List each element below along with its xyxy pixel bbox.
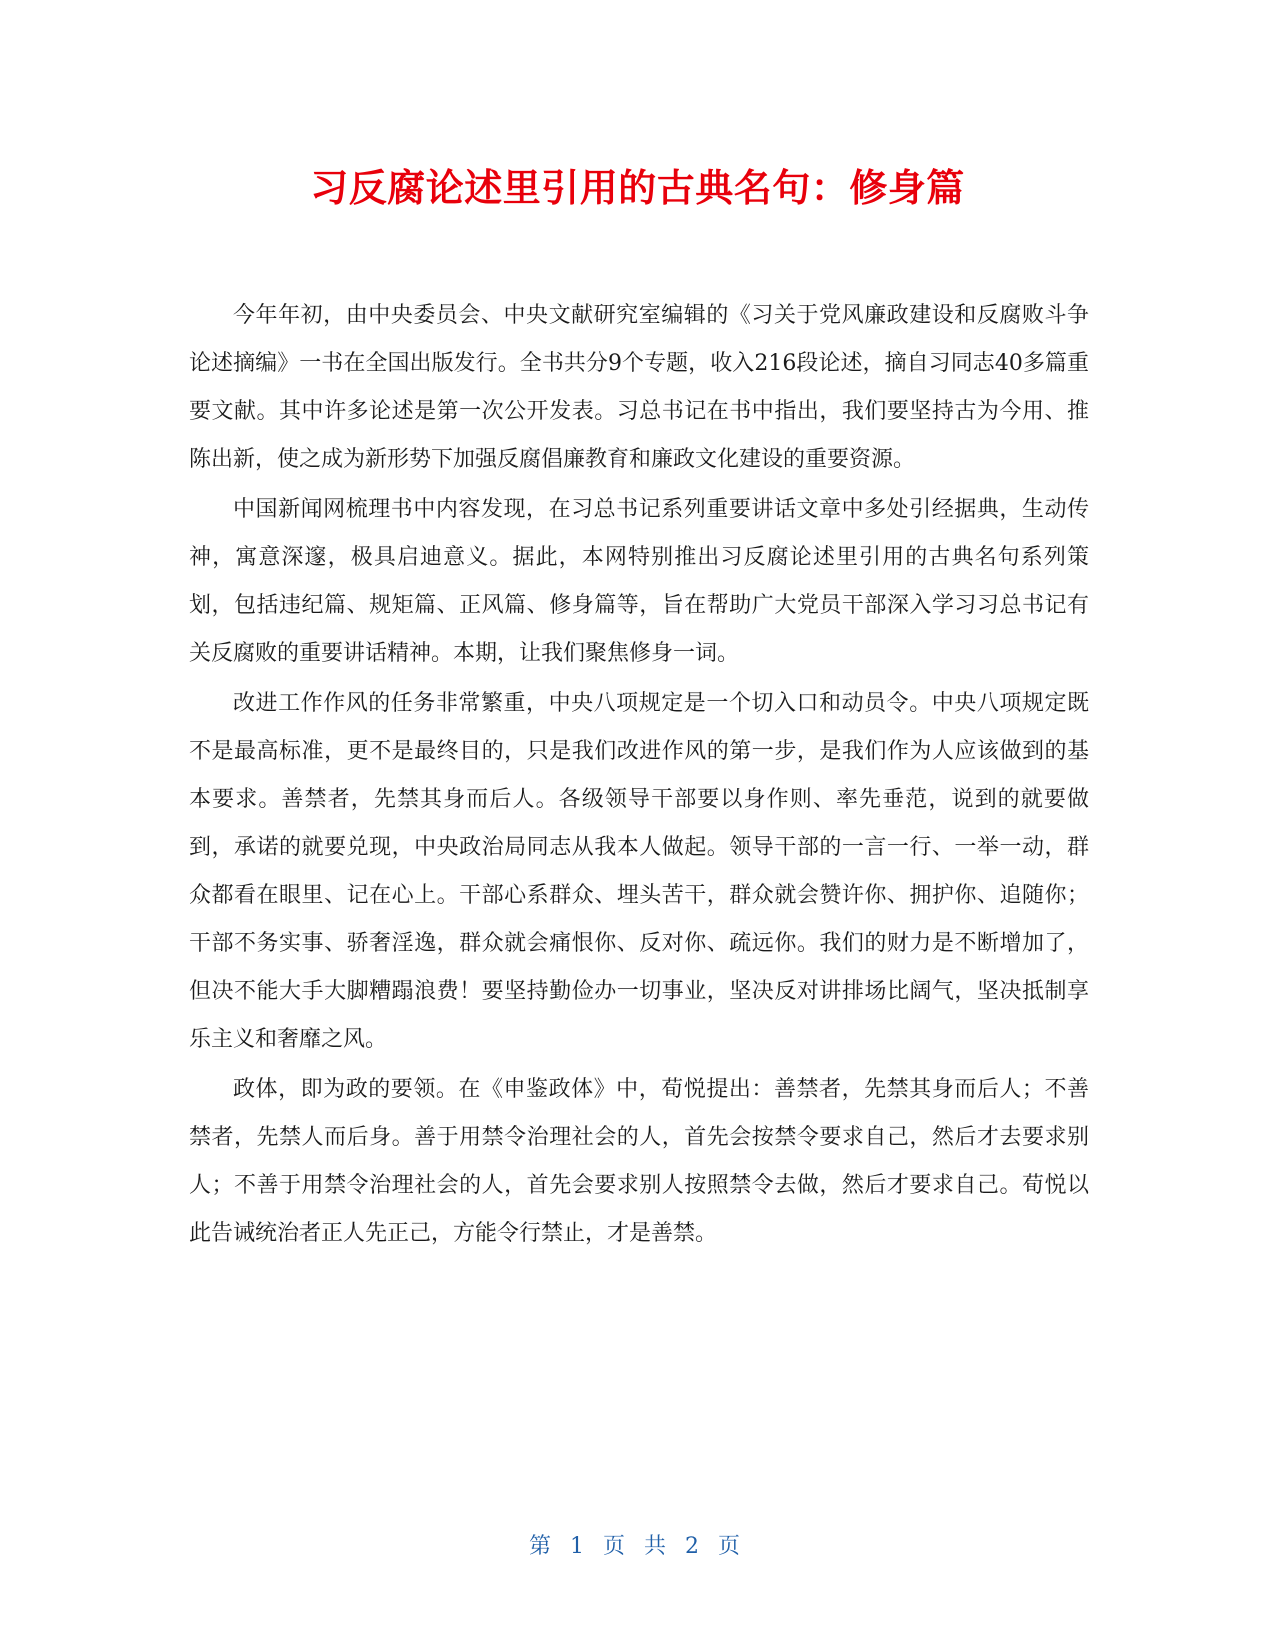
paragraph-1: 今年年初，由中央委员会、中央文献研究室编辑的《习关于党风廉政建设和反腐败斗争论述摘编》一书在全国出版发行。全书共分9个专题，收入216段论述，摘自习同志40多篇重要文献。其中许多论述是第一次公开发表。习总书记在书中指出，我们要坚持古为今用、推陈出新，使之成为新形势下加强反腐倡廉教育和廉政文化建设的重要资源。 (189, 303, 1089, 472)
document-body (189, 292, 1089, 1260)
paragraph-2: 中国新闻网梳理书中内容发现，在习总书记系列重要讲话文章中多处引经据典，生动传神，寓意深邃，极具启迪意义。据此，本网特别推出习反腐论述里引用的古典名句系列策划，包括违纪篇、规矩篇、正风篇、修身篇等，旨在帮助广大党员干部深入学习习总书记有关反腐败的重要讲话精神。本期，让我们聚焦修身一词。 (189, 497, 1089, 666)
page-number-footer: 第 1 页 共 2 页 (529, 1534, 746, 1559)
paragraph-3: 改进工作作风的任务非常繁重，中央八项规定是一个切入口和动员令。中央八项规定既不是最高标准，更不是最终目的，只是我们改进作风的第一步，是我们作为人应该做到的基本要求。善禁者，先禁其身而后人。各级领导干部要以身作则、率先垂范，说到的就要做到，承诺的就要兑现，中央政治局同志从我本人做起。领导干部的一言一行、一举一动，群众都看在眼里、记在心上。干部心系群众、埋头苦干，群众就会赞许你、拥护你、追随你；干部不务实事、骄奢淫逸，群众就会痛恨你、反对你、疏远你。我们的财力是不断增加了，但决不能大手大脚糟蹋浪费！要坚持勤俭办一切事业，坚决反对讲排场比阔气，坚决抵制享乐主义和奢靡之风。 (189, 691, 1089, 1052)
document-title: 习反腐论述里引用的古典名句：修身篇 (310, 166, 965, 210)
paragraph-4: 政体，即为政的要领。在《申鉴政体》中，荀悦提出：善禁者，先禁其身而后人；不善禁者，先禁人而后身。善于用禁令治理社会的人，首先会按禁令要求自己，然后才去要求别人；不善于用禁令治理社会的人，首先会要求别人按照禁令去做，然后才要求自己。荀悦以此告诫统治者正人先正己，方能令行禁止，才是善禁。 (189, 1077, 1089, 1246)
